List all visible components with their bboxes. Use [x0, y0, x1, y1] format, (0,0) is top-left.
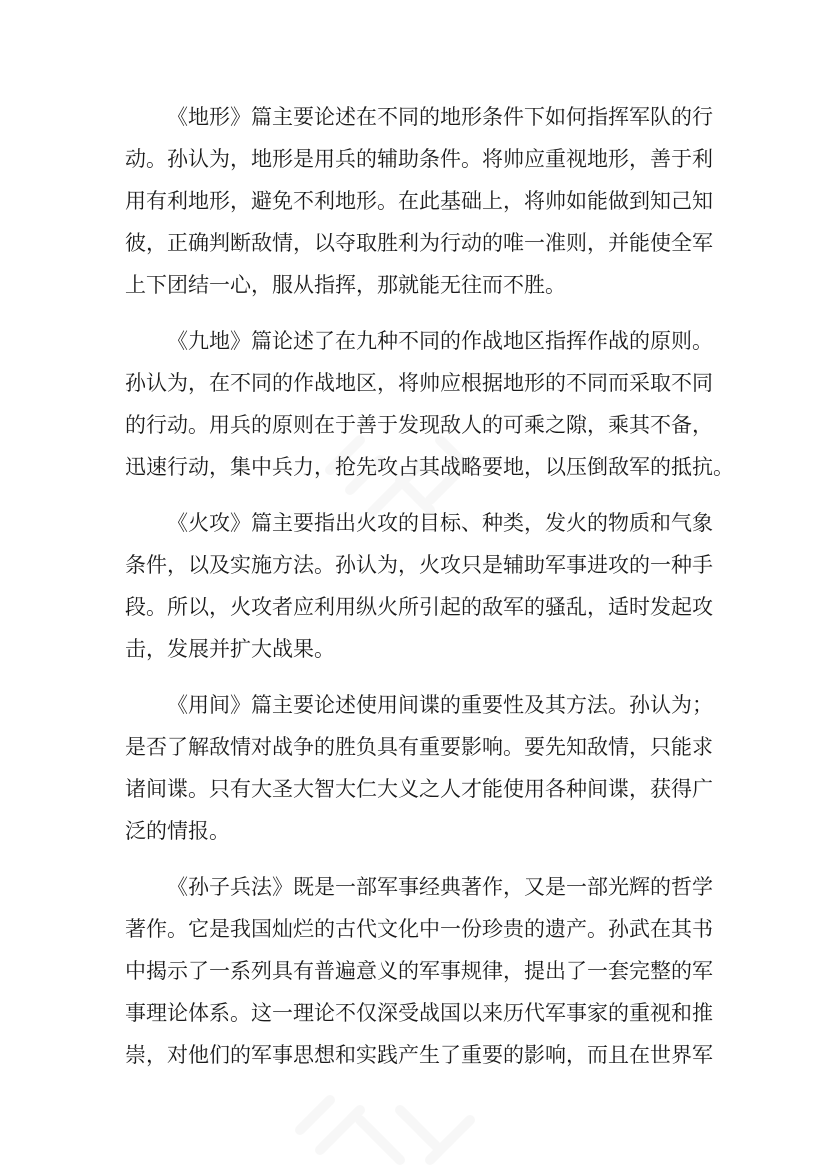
text-line: 上下团结一心，服从指挥，那就能无往而不胜。: [125, 273, 566, 297]
text-line: 迅速行动，集中兵力，抢先攻占其战略要地，以压倒敌军的抵抗。: [125, 455, 734, 479]
text-line: 孙认为，在不同的作战地区，将帅应根据地形的不同而采取不同: [125, 371, 713, 395]
paragraph-terrain: [125, 96, 713, 306]
text-line: 彼，正确判断敌情，以夺取胜利为行动的唯一准则，并能使全军: [125, 231, 713, 255]
text-line: 诸间谍。只有大圣大智大仁大义之人才能使用各种间谍，获得广: [125, 777, 713, 801]
text-line: 崇，对他们的军事思想和实践产生了重要的影响，而且在世界军: [125, 1043, 713, 1067]
text-line: 《地形》篇主要论述在不同的地形条件下如何指挥军队的行: [167, 105, 713, 129]
text-line: 《火攻》篇主要指出火攻的目标、种类，发火的物质和气象: [167, 511, 713, 535]
text-line: 《孙子兵法》既是一部军事经典著作，又是一部光辉的哲学: [167, 875, 713, 899]
text-line: 的行动。用兵的原则在于善于发现敌人的可乘之隙，乘其不备，: [125, 413, 713, 437]
text-line: 泛的情报。: [125, 819, 230, 843]
text-line: 条件，以及实施方法。孙认为，火攻只是辅助军事进攻的一种手: [125, 553, 713, 577]
paragraph-art-of-war: [125, 866, 713, 1076]
paragraph-use-of-spies: [125, 684, 713, 852]
text-line: 是否了解敌情对战争的胜负具有重要影响。要先知敌情，只能求: [125, 735, 713, 759]
text-line: 用有利地形，避免不利地形。在此基础上，将帅如能做到知己知: [125, 189, 713, 213]
text-line: 著作。它是我国灿烂的古代文化中一份珍贵的遗产。孙武在其书: [125, 917, 713, 941]
text-line: 段。所以，火攻者应利用纵火所引起的敌军的骚乱，适时发起攻: [125, 595, 713, 619]
paragraph-nine-grounds: [125, 320, 734, 488]
text-line: 《九地》篇论述了在九种不同的作战地区指挥作战的原则。: [167, 329, 713, 353]
text-line: 中揭示了一系列具有普遍意义的军事规律，提出了一套完整的军: [125, 959, 713, 983]
text-line: 事理论体系。这一理论不仅深受战国以来历代军事家的重视和推: [125, 1001, 713, 1025]
paragraph-fire-attack: [125, 502, 713, 670]
document-body: [125, 96, 734, 1076]
text-line: 《用间》篇主要论述使用间谍的重要性及其方法。孙认为；: [167, 693, 713, 717]
text-line: 击，发展并扩大战果。: [125, 637, 335, 661]
text-line: 动。孙认为，地形是用兵的辅助条件。将帅应重视地形，善于利: [125, 147, 713, 171]
